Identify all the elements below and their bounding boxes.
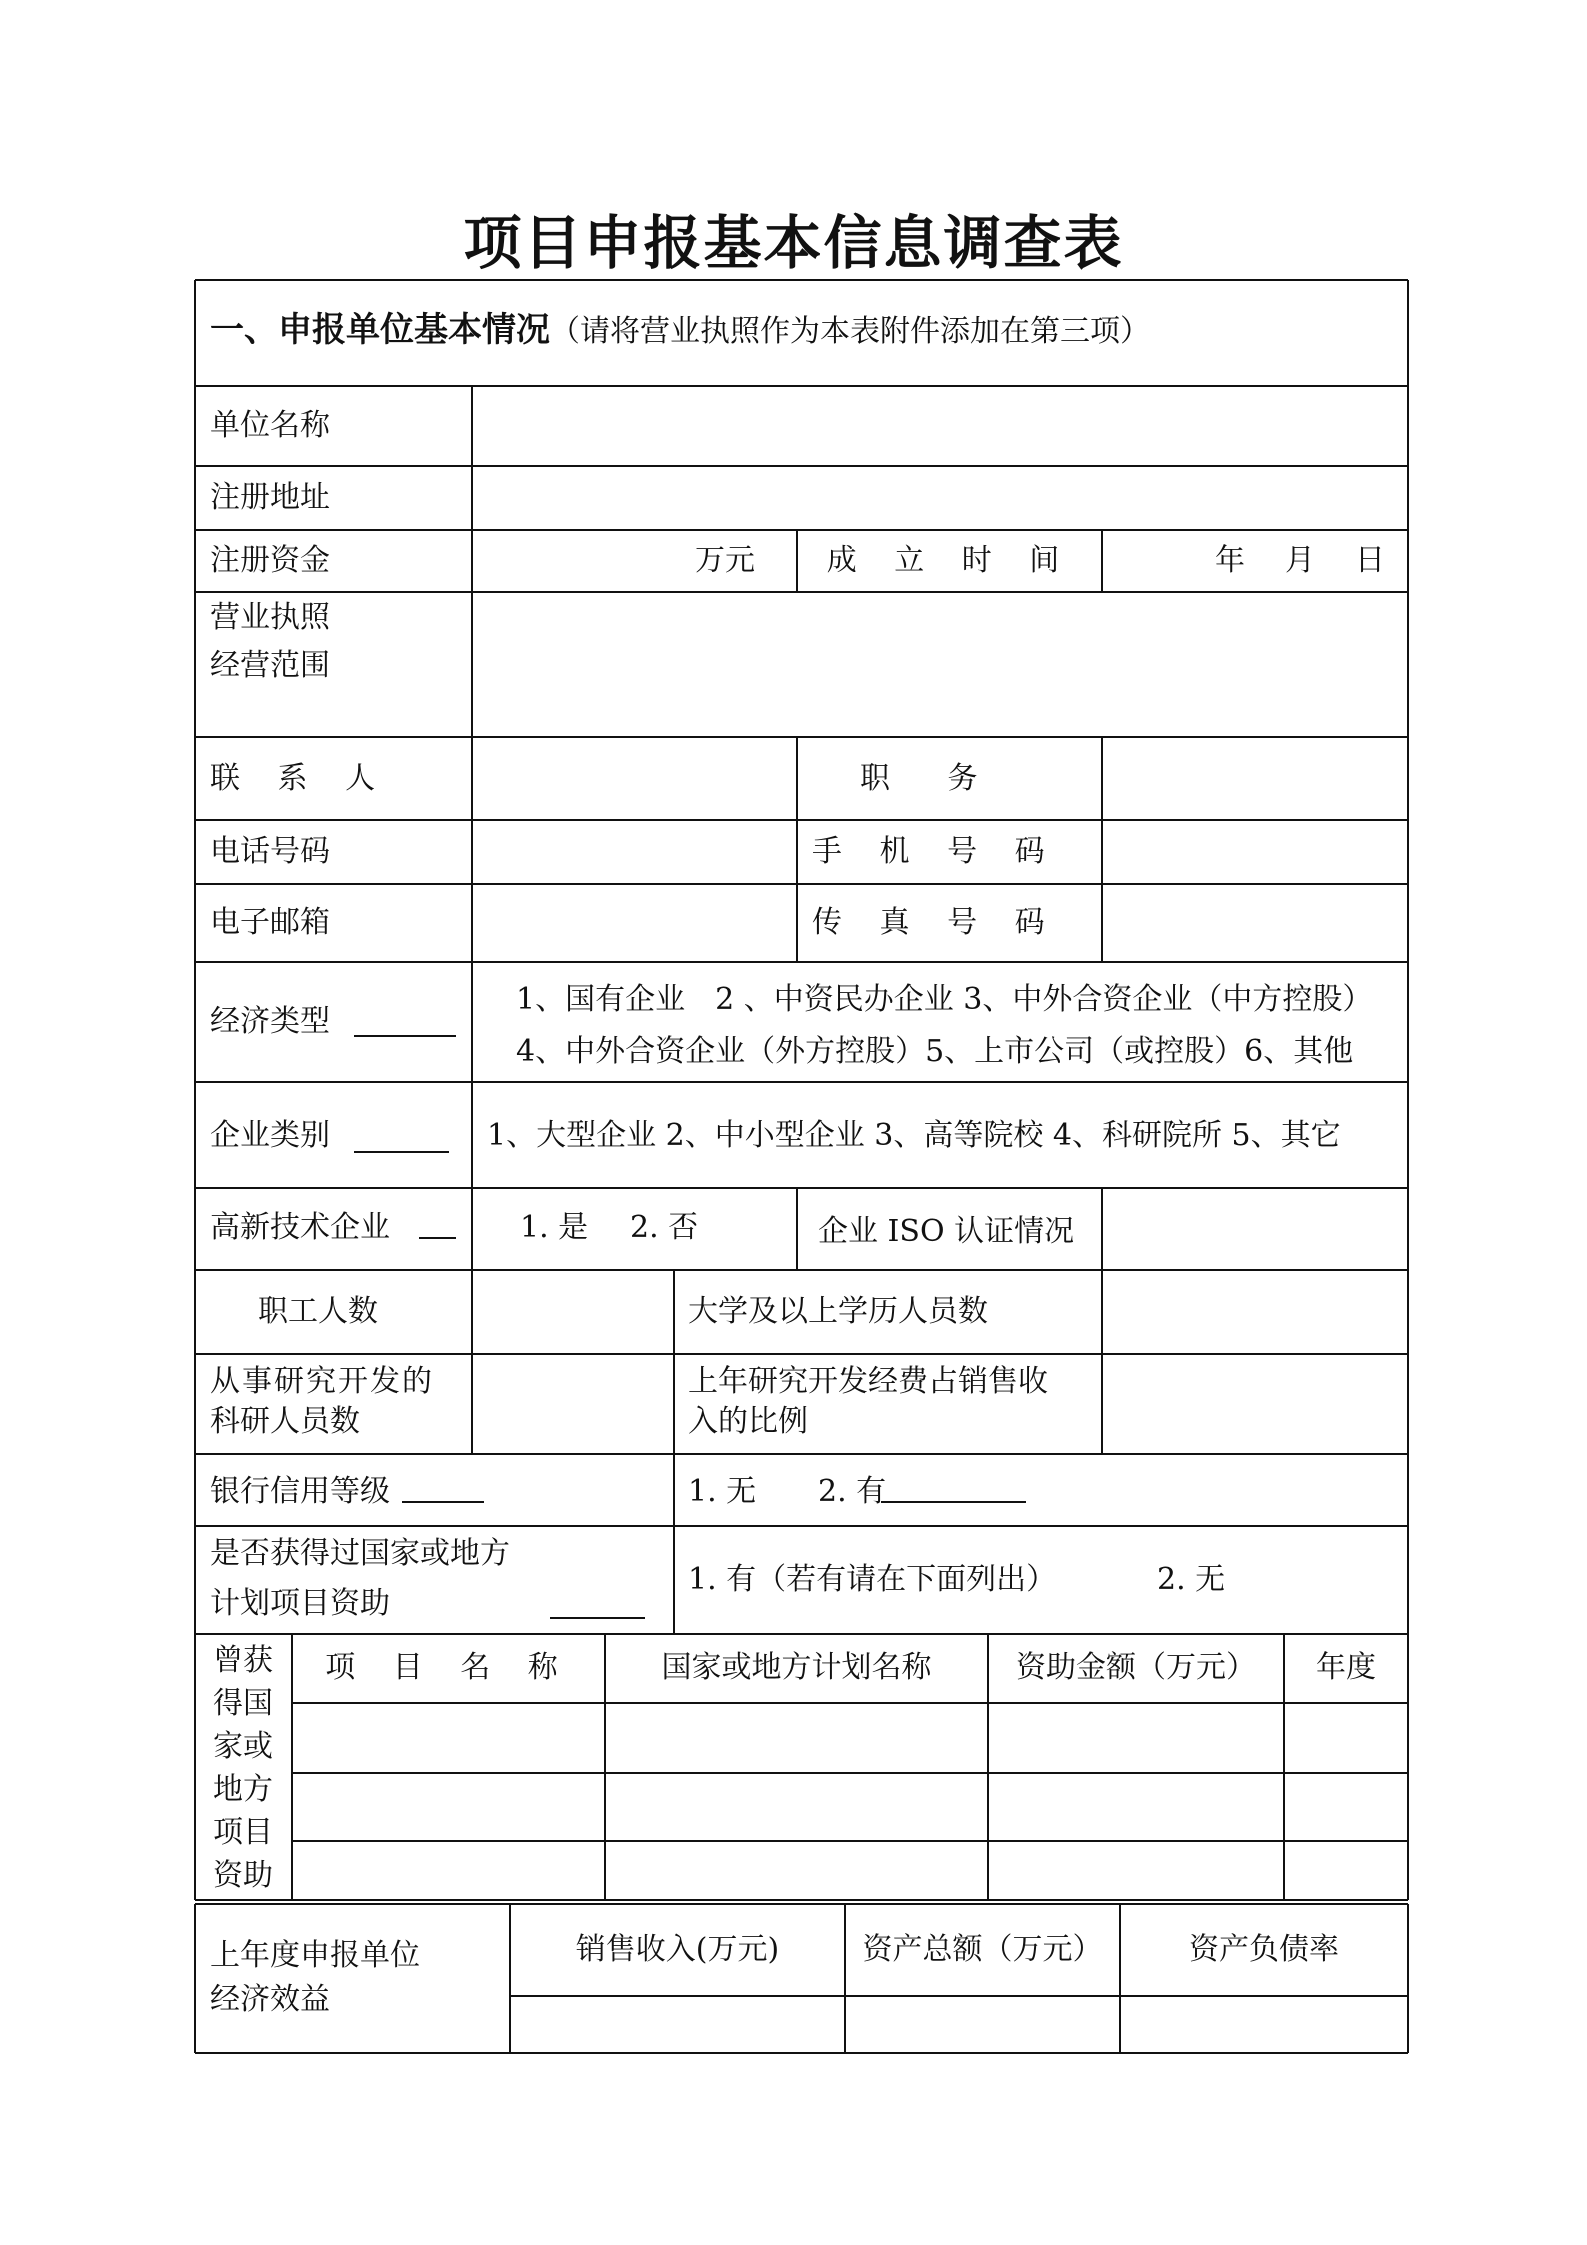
hightech-yes-option[interactable]: 1. 是 [520, 1210, 589, 1245]
scope-label-2: 经营范围 [210, 648, 330, 683]
year-label: 年 [1215, 543, 1245, 578]
position-label: 职 务 [860, 761, 1002, 796]
month-label: 月 [1285, 543, 1315, 578]
col-debt-header: 资产负债率 [1189, 1932, 1339, 1967]
rd-staff-label-1: 从事研究开发的 [210, 1364, 434, 1399]
degree-staff-label: 大学及以上学历人员数 [688, 1294, 988, 1329]
day-label: 日 [1355, 543, 1385, 578]
staff-label: 职工人数 [258, 1294, 378, 1329]
scope-label-1: 营业执照 [210, 600, 330, 635]
funded-side-label-2: 得国 [213, 1686, 273, 1721]
col-plan-header: 国家或地方计划名称 [661, 1650, 932, 1685]
reg-address-label: 注册地址 [210, 480, 330, 515]
page-title: 项目申报基本信息调查表 [463, 209, 1124, 277]
email-label: 电子邮箱 [210, 905, 330, 940]
funded-side-label-1: 曾获 [213, 1643, 273, 1678]
hightech-label: 高新技术企业 [210, 1210, 390, 1245]
col-amount-header: 资助金额（万元） [1016, 1650, 1256, 1685]
ent-category-label: 企业类别 [210, 1118, 330, 1153]
established-label: 成 立 时 间 [826, 543, 1074, 578]
col-sales-header: 销售收入(万元) [575, 1932, 780, 1967]
econ-options-line1: 1、国有企业 2 、中资民办企业 3、中外合资企业（中方控股） [516, 982, 1373, 1017]
funding-question-1: 是否获得过国家或地方 [210, 1536, 510, 1571]
phone-label: 电话号码 [210, 834, 330, 869]
scope-field[interactable] [480, 600, 1398, 730]
funding-yes-option[interactable]: 1. 有（若有请在下面列出） [688, 1562, 1057, 1597]
econ-options-line2: 4、中外合资企业（外方控股）5、上市公司（或控股）6、其他 [516, 1034, 1354, 1069]
bank-credit-label: 银行信用等级 [210, 1474, 390, 1509]
benefit-label-2: 经济效益 [210, 1982, 330, 2017]
mobile-label: 手 机 号 码 [812, 834, 1059, 869]
reg-address-field[interactable] [480, 472, 1398, 526]
rd-ratio-label-1: 上年研究开发经费占销售收 [688, 1364, 1048, 1399]
funding-no-option[interactable]: 2. 无 [1157, 1562, 1226, 1597]
section-title: 一、申报单位基本情况 [210, 310, 550, 350]
capital-unit: 万元 [695, 543, 755, 578]
contact-label: 联 系 人 [210, 761, 390, 796]
col-project-header: 项 目 名 称 [325, 1650, 572, 1685]
rd-ratio-label-2: 入的比例 [688, 1404, 808, 1439]
unit-name-field[interactable] [480, 394, 1398, 458]
section-note: （请将营业执照作为本表附件添加在第三项） [550, 314, 1150, 349]
ent-options: 1、大型企业 2、中小型企业 3、高等院校 4、科研院所 5、其它 [487, 1118, 1341, 1153]
unit-name-label: 单位名称 [210, 408, 330, 443]
funded-side-label-4: 地方 [213, 1772, 273, 1807]
reg-capital-label: 注册资金 [210, 543, 330, 578]
funded-side-label-3: 家或 [213, 1729, 273, 1764]
col-assets-header: 资产总额（万元） [862, 1932, 1103, 1967]
benefit-label-1: 上年度申报单位 [210, 1938, 420, 1973]
fax-label: 传 真 号 码 [812, 905, 1059, 940]
rd-staff-label-2: 科研人员数 [210, 1404, 360, 1439]
econ-type-label: 经济类型 [210, 1004, 330, 1039]
hightech-no-option[interactable]: 2. 否 [630, 1210, 699, 1245]
iso-label: 企业 ISO 认证情况 [818, 1214, 1075, 1249]
funded-side-label-5: 项目 [213, 1815, 273, 1850]
section-heading [210, 312, 1150, 350]
col-year-header: 年度 [1316, 1650, 1376, 1685]
bank-none-option[interactable]: 1. 无 [688, 1474, 757, 1509]
funding-question-2: 计划项目资助 [210, 1586, 390, 1621]
funded-side-label-6: 资助 [213, 1858, 273, 1893]
bank-has-option[interactable]: 2. 有 [818, 1474, 887, 1509]
